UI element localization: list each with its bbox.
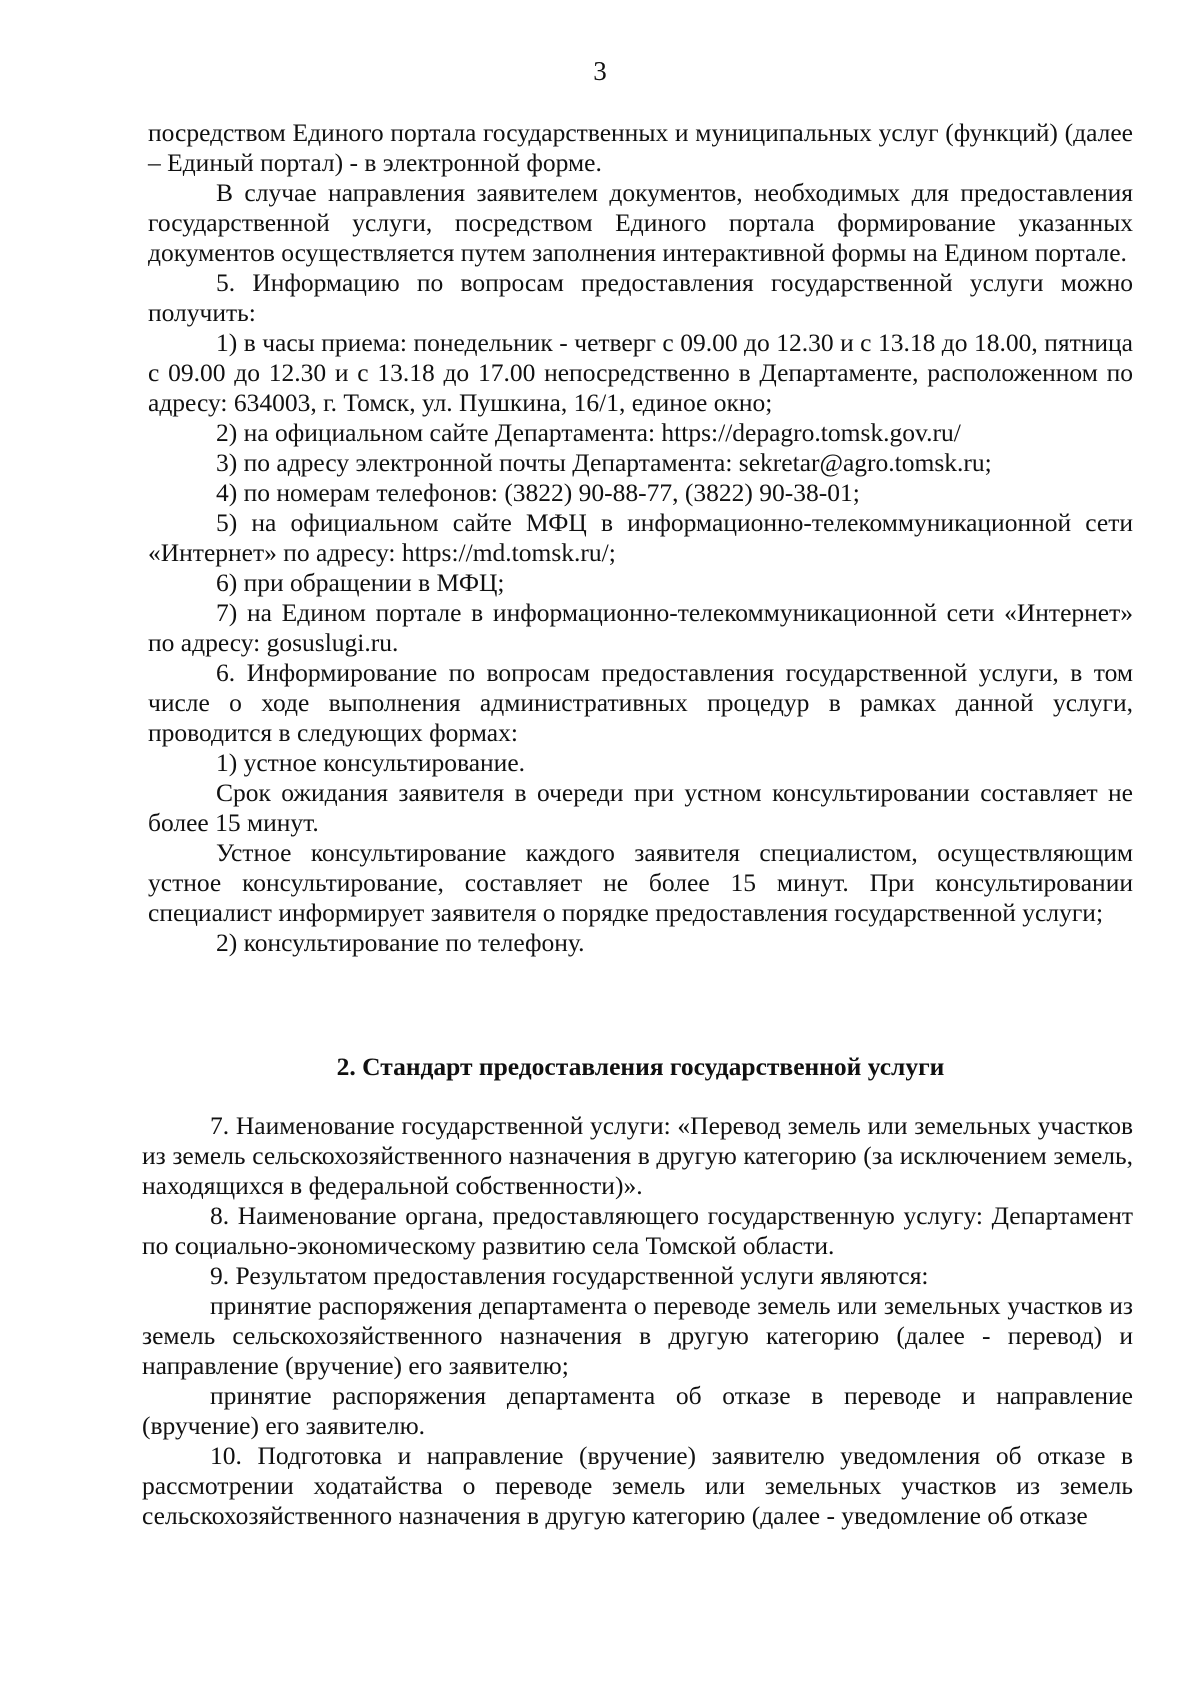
paragraph: В случае направления заявителем документов, необходимых для предоставления государственной услуги, посредством Единого портала формирование указанных документов осуществляется путем заполнения интерактивной формы на Едином портале. xyxy=(148,178,1133,267)
paragraph: посредством Единого портала государственных и муниципальных услуг (функций) (далее – Единый портал) - в электронной форме. xyxy=(148,118,1133,177)
paragraph: принятие распоряжения департамента об отказе в переводе и направление (вручение) его заявителю. xyxy=(142,1381,1133,1440)
page-number: 3 xyxy=(593,56,607,86)
paragraph: 5) на официальном сайте МФЦ в информационно-телекоммуникационной сети «Интернет» по адресу: https://md.tomsk.ru/; xyxy=(148,508,1133,567)
paragraph: 3) по адресу электронной почты Департамента: sekretar@agro.tomsk.ru; xyxy=(216,448,992,477)
paragraph: 1) в часы приема: понедельник - четверг с 09.00 до 12.30 и с 13.18 до 18.00, пятница с 09.00 до 12.30 и с 13.18 до 17.00 непосредственно в Департаменте, расположенном по адресу: 634003, г. Томск, ул. Пушкина, 16/1, единое окно; xyxy=(148,328,1133,417)
document-body-top xyxy=(148,118,1133,958)
paragraph: Срок ожидания заявителя в очереди при устном консультировании составляет не более 15 минут. xyxy=(148,778,1133,837)
paragraph: 10. Подготовка и направление (вручение) заявителю уведомления об отказе в рассмотрении ходатайства о переводе земель или земельных участков из земель сельскохозяйственного назначения в другую категорию (далее - уведомление об отказе xyxy=(142,1441,1133,1530)
paragraph: 4) по номерам телефонов: (3822) 90-88-77, (3822) 90-38-01; xyxy=(216,478,860,507)
paragraph: 2) на официальном сайте Департамента: https://depagro.tomsk.gov.ru/ xyxy=(216,418,961,447)
paragraph: 6. Информирование по вопросам предоставления государственной услуги, в том числе о ходе выполнения административных процедур в рамках данной услуги, проводится в следующих формах: xyxy=(148,658,1133,747)
paragraph: 9. Результатом предоставления государственной услуги являются: xyxy=(210,1261,929,1290)
paragraph: 1) устное консультирование. xyxy=(216,748,526,777)
paragraph: 5. Информацию по вопросам предоставления государственной услуги можно получить: xyxy=(148,268,1133,327)
section-heading: 2. Стандарт предоставления государственной услуги xyxy=(336,1052,945,1081)
paragraph: 8. Наименование органа, предоставляющего государственную услугу: Департамент по социально-экономическому развитию села Томской области. xyxy=(142,1201,1133,1260)
paragraph: 6) при обращении в МФЦ; xyxy=(216,568,505,597)
paragraph: Устное консультирование каждого заявителя специалистом, осуществляющим устное консультирование, составляет не более 15 минут. При консультировании специалист информирует заявителя о порядке предоставления государственной услуги; xyxy=(148,838,1133,927)
paragraph: 7) на Едином портале в информационно-телекоммуникационной сети «Интернет» по адресу: gosuslugi.ru. xyxy=(148,598,1133,657)
paragraph: 2) консультирование по телефону. xyxy=(216,928,585,957)
paragraph: 7. Наименование государственной услуги: «Перевод земель или земельных участков из земель сельскохозяйственного назначения в другую категорию (за исключением земель, находящихся в федеральной собственности)». xyxy=(142,1111,1133,1200)
document-body-bottom xyxy=(142,1111,1133,1531)
paragraph: принятие распоряжения департамента о переводе земель или земельных участков из земель сельскохозяйственного назначения в другую категорию (далее - перевод) и направление (вручение) его заявителю; xyxy=(142,1291,1133,1380)
